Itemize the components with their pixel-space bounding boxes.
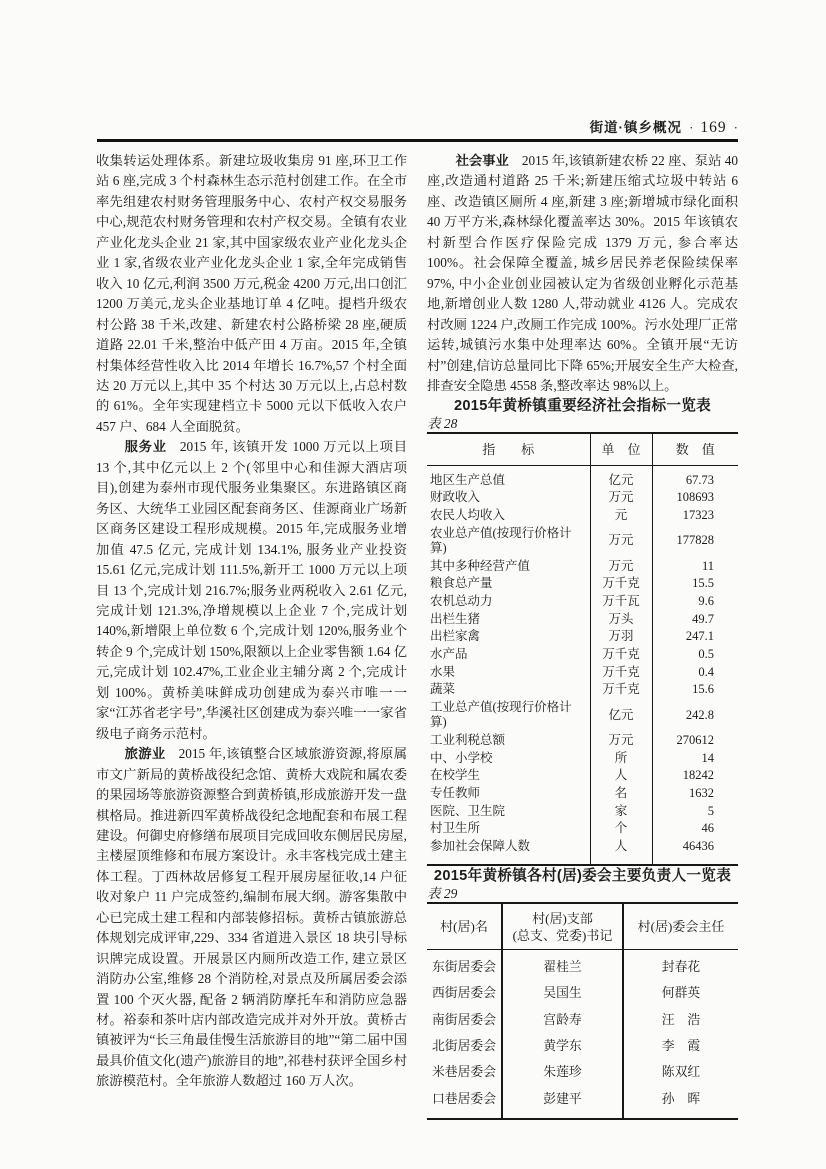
indicator-unit: 所 (590, 750, 652, 768)
indicator-name: 农业总产值(按现行价格计算) (430, 525, 572, 556)
committee-director-name: 陈双红 (661, 1065, 701, 1080)
committee-director-name: 李 霞 (661, 1038, 701, 1053)
party-secretary-header-line1: 村(居)支部 (532, 910, 593, 926)
indicator-value: 15.5 (692, 576, 714, 591)
party-secretary-name: 朱莲珍 (502, 1059, 623, 1085)
indicator-header: 指 标 (427, 433, 590, 465)
indicator-name: 出栏家禽 (430, 629, 481, 644)
indicator-name: 蔬菜 (430, 682, 456, 697)
village-name: 东街居委会 (432, 959, 496, 974)
table-row (427, 750, 738, 768)
party-secretary-name: 吴国生 (502, 980, 623, 1006)
page-number: 169 (700, 119, 727, 136)
party-secretary-name: 黄学东 (502, 1033, 623, 1059)
indicator-unit: 人 (590, 838, 652, 865)
table-row (427, 465, 738, 489)
indicator-unit: 万元 (590, 525, 652, 558)
indicator-value: 49.7 (692, 611, 714, 626)
indicator-unit: 个 (590, 820, 652, 838)
indicator-name: 医院、卫生院 (430, 803, 506, 818)
leaders-table-body (427, 949, 738, 1118)
indicators-table-caption: 表 28 (427, 416, 458, 432)
table-row (427, 558, 738, 576)
party-secretary-name: 宫龄寿 (502, 1006, 623, 1032)
table-row (427, 1059, 738, 1085)
indicator-value: 46 (701, 821, 714, 836)
indicator-value: 0.5 (698, 647, 714, 662)
indicator-value: 15.6 (692, 682, 714, 697)
indicator-value: 17323 (682, 508, 714, 523)
indicator-unit: 人 (590, 767, 652, 785)
left-text-column (96, 151, 407, 1092)
service-industry-paragraph (96, 437, 407, 744)
service-industry-heading: 服务业 (124, 439, 167, 455)
committee-director-name: 汪 浩 (661, 1012, 701, 1027)
indicator-value: 9.6 (698, 594, 714, 609)
table-row (427, 699, 738, 732)
indicators-table-title: 2015年黄桥镇重要经济社会指标一览表 (453, 398, 712, 415)
committee-director-name: 封春花 (661, 959, 701, 974)
table-row (427, 820, 738, 838)
continued-paragraph: 收集转运处理体系。新建垃圾收集房 91 座,环卫工作站 6 座,完成 3 个村森林生态示范村创建工作。在全市率先组建农村财务管理服务中心、农村产权交易服务中心,规范农村财务管理和农村产权交易。全镇有农业产业化龙头企业 21 家,其中国家级农业产业化龙头企业 1 家,省级农业产业化龙头企业 1 家,全年完成销售收入 10 亿元,利润 3500 万元,税金 4200 万元,出口创汇 1200 万美元,龙头企业基地订单 4 亿吨。提档升级农村公路 38 千米,改建、新建农村公路桥梁 28 座,硬质道路 22.01 千米,整治中低产田 4 万亩。2015 年,全镇村集体经营性收入比 2014 年增长 16.7%,57 个村全面达 20 万元以上,其中 35 个村达 30 万元以上,占总村数的 61%。全年实现建档立卡 5000 元以下低收入农户 457 户、684 人全面脱贫。 (96, 153, 407, 434)
running-head (590, 116, 738, 137)
indicator-name: 专任教师 (430, 786, 481, 801)
indicator-value: 14 (701, 750, 714, 765)
separator-dot: · (733, 120, 738, 135)
table-row (427, 1085, 738, 1118)
indicator-name: 水产品 (430, 647, 468, 662)
indicator-name: 财政收入 (430, 490, 481, 505)
village-name: 北街居委会 (432, 1038, 496, 1053)
tourism-text: 2015 年,该镇整合区域旅游资源,将原属市文广新局的黄桥战役纪念馆、黄桥大戏院和属农委的果园场等旅游资源整合到黄桥镇,形成旅游开发一盘棋格局。推进新四军黄桥战役纪念地配套和布展工程建设。何御史府修缮布展项目完成回收东侧居民房屋, 主楼屋顶维修和布展方案设计。永丰客栈完成土建主体工程。丁西林故居修复工程开展房屋征收,14 户征收对象户 11 户完成签约,编制布展大纲。游客集散中心已完成土建工程和内部装修招标。黄桥古镇旅游总体规划完成评审,229、334 省道进入景区 18 块引导标识牌完成设置。开展景区内厕所改造工作, 建立景区消防办公室,维修 28 个消防栓,对景点及所属居委会添置 100 个灭火器, 配备 2 辆消防摩托车和消防应急器材。裕泰和茶叶店内部改造完成并对外开放。黄桥古镇被评为“长三角最佳慢生活旅游目的地”“第二届中国最具价值文化(遗产)旅游目的地”,祁巷村获评全国乡村旅游模范村。全年旅游人数超过 160 万人次。 (96, 746, 407, 1089)
indicator-unit: 元 (590, 507, 652, 525)
village-name: 南街居委会 (432, 1012, 496, 1027)
indicators-table-body (427, 465, 738, 865)
indicator-unit: 亿元 (590, 699, 652, 732)
table-header-row (427, 433, 738, 465)
indicator-name: 农民人均收入 (430, 508, 506, 523)
table-row (427, 575, 738, 593)
table-row (427, 525, 738, 558)
table-row (427, 681, 738, 699)
table-row (427, 732, 738, 750)
table-row (427, 949, 738, 980)
party-secretary-header (502, 903, 623, 949)
indicator-name: 其中多种经营产值 (430, 558, 531, 573)
indicator-value: 108693 (676, 490, 714, 505)
leaders-table-title: 2015年黄桥镇各村(居)委会主要负责人一览表 (433, 868, 732, 885)
table-row (427, 489, 738, 507)
tourism-heading: 旅游业 (124, 746, 166, 762)
table-row (427, 611, 738, 629)
indicator-value: 0.4 (698, 664, 714, 679)
indicator-unit: 万元 (590, 558, 652, 576)
indicator-value: 11 (701, 558, 714, 573)
indicator-value: 46436 (682, 839, 714, 853)
header-rule (97, 139, 738, 142)
table-row (427, 838, 738, 865)
right-text-column (427, 151, 738, 1120)
indicator-unit: 万元 (590, 489, 652, 507)
indicator-name: 农机总动力 (430, 594, 493, 609)
table-row (427, 785, 738, 803)
indicator-name: 地区生产总值 (430, 472, 506, 487)
indicator-unit: 万元 (590, 732, 652, 750)
value-header: 数 值 (652, 433, 738, 465)
indicator-name: 粮食总产量 (430, 576, 493, 591)
indicator-unit: 万头 (590, 611, 652, 629)
village-name: 西街居委会 (432, 986, 496, 1001)
social-affairs-text: 2015 年,该镇新建农桥 22 座、泵站 40 座,改造通村道路 25 千米;新建压缩式垃圾中转站 6 座、改造镇区厕所 4 座,新建 3 座;新增城市绿化面积 40 万平方米,森林绿化覆盖率达 30%。2015 年该镇农村新型合作医疗保险完成 1379 万元, 参合率达 100%。社会保障全覆盖, 城乡居民养老保险续保率 97%, 中小企业创业园被认定为省级创业孵化示范基地,新增创业人数 1280 人,带动就业 4126 人。完成农村改厕 1224 户,改厕工作完成 100%。污水处理厂正常运转,城镇污水集中处理率达 60%。全镇开展“无访村”创建,信访总量同比下降 65%;开展安全生产大检查,排查安全隐患 4558 条,整改率达 98%以上。 (427, 153, 738, 393)
indicator-name: 工业利税总额 (430, 733, 506, 748)
indicator-value: 242.8 (685, 707, 714, 722)
table-row (427, 664, 738, 682)
indicator-value: 18242 (682, 768, 714, 783)
indicator-value: 270612 (676, 733, 714, 748)
party-secretary-name: 翟桂兰 (502, 949, 623, 980)
committee-director-name: 何群英 (661, 986, 701, 1001)
table-row (427, 628, 738, 646)
table-row (427, 980, 738, 1006)
tourism-paragraph (96, 744, 407, 1092)
indicator-name: 中、小学校 (430, 750, 493, 765)
party-secretary-name: 彭建平 (502, 1085, 623, 1118)
committee-director-header: 村(居)委会主任 (623, 903, 738, 949)
indicator-value: 177828 (676, 533, 714, 548)
section-title: 街道·镇乡概况 (589, 120, 683, 135)
table-header-row (427, 903, 738, 949)
table-row (427, 803, 738, 821)
service-industry-text: 2015 年, 该镇开发 1000 万元以上项目 13 个,其中亿元以上 2 个(邻里中心和佳源大酒店项目),创建为泰州市现代服务业集聚区。东进路镇区商务区、大统华工业园区配套商务区、佳源商业广场新区商务区建设工程形成规模。2015 年,完成服务业增加值 47.5 亿元, 完成计划 134.1%, 服务业产业投资 15.61 亿元,完成计划 111.5%,新开工 1000 万元以上项目 13 个,完成计划 216.7%;服务业两税收入 2.61 亿元,完成计划 121.3%,净增规模以上企业 7 个,完成计划 140%,新增限上单位数 6 个,完成计划 120%,服务业个转企 9 个,完成计划 150%,限额以上企业零售额 1.64 亿元,完成计划 102.47%,工业企业主辅分离 2 个,完成计划 100%。黄桥美味鲜成功创建成为泰兴市唯一一家“江苏省老字号”,华溪社区创建成为泰兴唯一一家省级电子商务示范村。 (96, 439, 407, 741)
indicator-value: 5 (707, 803, 714, 818)
indicator-unit: 万千克 (590, 575, 652, 593)
indicator-unit: 家 (590, 803, 652, 821)
table-row (427, 593, 738, 611)
separator-dot: · (689, 120, 694, 135)
table-row (427, 507, 738, 525)
indicator-name: 水果 (430, 664, 456, 679)
indicator-unit: 万千克 (590, 646, 652, 664)
table-row (427, 646, 738, 664)
village-name: 米巷居委会 (432, 1065, 496, 1080)
table-row (427, 767, 738, 785)
indicator-name: 参加社会保障人数 (430, 839, 531, 854)
committee-director-name: 孙 晖 (661, 1091, 701, 1106)
village-name-header: 村(居)名 (427, 903, 502, 949)
indicator-name: 在校学生 (430, 768, 481, 783)
indicator-value: 1632 (689, 786, 714, 801)
indicators-table (427, 432, 738, 866)
indicator-value: 67.73 (685, 472, 714, 487)
indicator-name: 工业总产值(按现行价格计算) (430, 700, 572, 730)
social-affairs-paragraph (427, 151, 738, 396)
indicator-value: 247.1 (685, 629, 714, 644)
indicator-unit: 万千克 (590, 681, 652, 699)
indicator-unit: 亿元 (590, 465, 652, 489)
village-name: 口巷居委会 (432, 1091, 496, 1106)
party-secretary-header-line2: (总支、党委)书记 (512, 927, 613, 943)
unit-header: 单 位 (590, 433, 652, 465)
indicator-name: 出栏生猪 (430, 611, 481, 626)
indicator-unit: 名 (590, 785, 652, 803)
table-row (427, 1033, 738, 1059)
indicator-unit: 万千克 (590, 664, 652, 682)
indicator-unit: 万羽 (590, 628, 652, 646)
social-affairs-heading: 社会事业 (455, 153, 509, 168)
leaders-table (427, 902, 738, 1119)
indicator-unit: 万千瓦 (590, 593, 652, 611)
indicator-name: 村卫生所 (430, 821, 481, 836)
leaders-table-caption: 表 29 (427, 886, 458, 902)
table-row (427, 1006, 738, 1032)
